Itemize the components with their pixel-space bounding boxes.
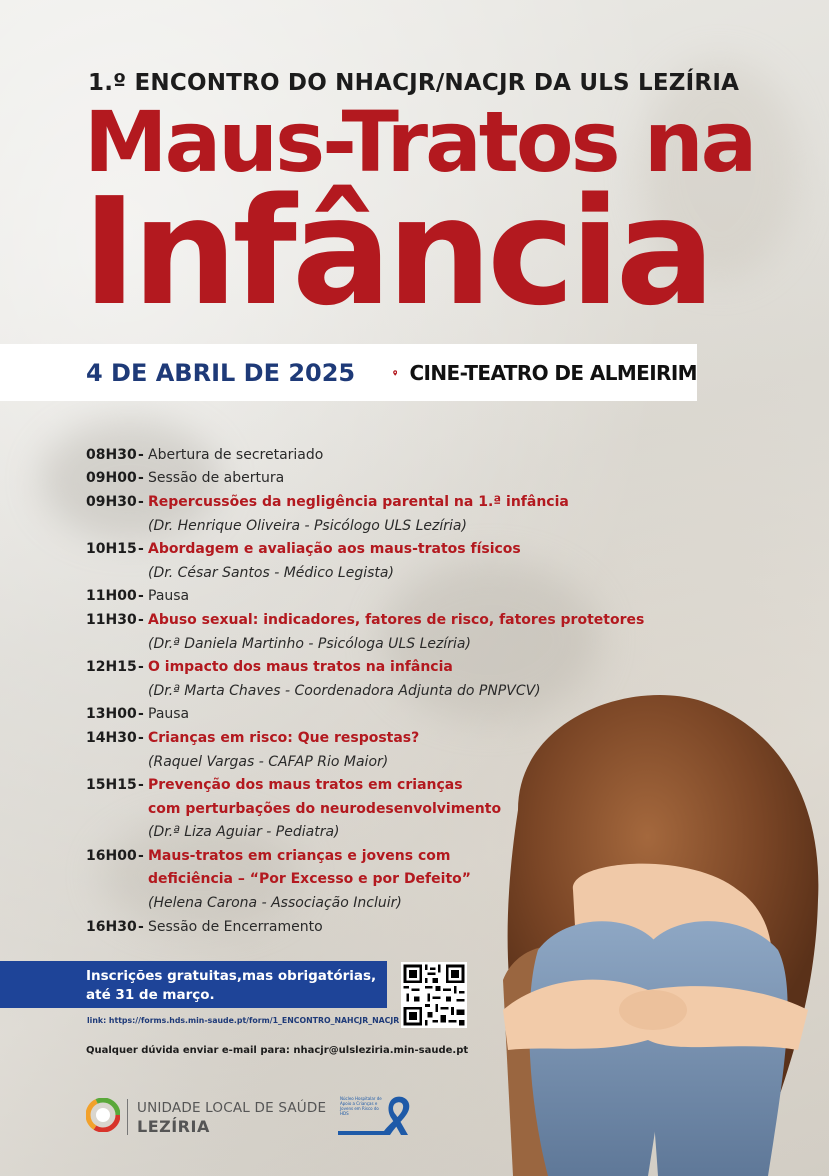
schedule-topic: Abuso sexual: indicadores, fatores de risco, fatores protetores [148,611,645,628]
schedule-separator: - [138,470,144,487]
schedule-time: 14H30 [86,729,137,746]
poster-title-line1: Maus-Tratos na [84,93,755,191]
schedule-speaker: (Dr.ª Marta Chaves - Coordenadora Adjunta do PNPVCV) [148,682,541,699]
schedule-separator: - [138,918,144,935]
schedule-line [86,443,646,467]
schedule-time: 10H15 [86,541,137,558]
schedule-time: 16H00 [86,847,137,864]
registration-line2: até 31 de março. [86,987,215,1003]
schedule-line [86,561,646,585]
schedule-topic: Pausa [148,588,190,605]
schedule-separator: - [138,493,144,510]
schedule-time: 11H30 [86,611,137,628]
logo-divider [127,1099,128,1135]
schedule-topic: Crianças em risco: Que respostas? [148,729,420,746]
schedule-topic: Abordagem e avaliação aos maus-tratos físicos [148,541,521,558]
schedule-line [86,467,646,491]
schedule-separator: - [138,847,144,864]
schedule-speaker: (Helena Carona - Associação Incluir) [148,895,402,912]
schedule-speaker: (Dr. Henrique Oliveira - Psicólogo ULS Lezíria) [148,517,467,534]
schedule-separator: - [138,446,144,463]
schedule-separator: - [138,729,144,746]
schedule-time: 16H30 [86,918,137,935]
schedule-line [86,632,646,656]
schedule-speaker: (Dr.ª Daniela Martinho - Psicóloga ULS Lezíria) [148,635,471,652]
schedule-topic: deficiência – “Por Excesso e por Defeito” [148,871,471,888]
event-venue: CINE-TEATRO DE ALMEIRIM [409,360,697,385]
schedule-speaker: (Dr.ª Liza Aguiar - Pediatra) [148,824,340,841]
schedule-line [86,514,646,538]
event-date: 4 DE ABRIL DE 2025 [86,358,356,387]
schedule-line [86,490,646,514]
schedule-topic: Abertura de secretariado [148,446,324,463]
poster-title-line2: Infância [82,166,711,338]
nhacjr-logo-text: Núcleo Hospitalar de Apoio a Crianças e Jovens em Risco do HDS [340,1096,382,1116]
schedule-line [86,608,646,632]
qr-code-icon[interactable] [401,962,467,1028]
schedule-line [86,537,646,561]
location-pin-icon [393,353,397,393]
schedule-topic: O impacto dos maus tratos na infância [148,659,453,676]
schedule-time: 09H30 [86,493,137,510]
schedule-separator: - [138,611,144,628]
date-venue-band [0,344,697,401]
schedule-topic: Sessão de abertura [148,470,285,487]
uls-logo-icon [86,1098,120,1132]
schedule-topic: Maus-tratos em crianças e jovens com [148,847,451,864]
uls-name-line2: LEZÍRIA [137,1117,210,1136]
schedule-separator: - [138,777,144,794]
contact-email[interactable]: Qualquer dúvida enviar e-mail para: nhacjr@ulsleziria.min-saude.pt [86,1045,469,1056]
schedule-speaker: (Raquel Vargas - CAFAP Rio Maior) [148,753,389,770]
event-subtitle: 1.º ENCONTRO DO NHACJR/NACJR DA ULS LEZÍRIA [88,70,740,96]
schedule-time: 11H00 [86,588,137,605]
registration-line1: Inscrições gratuitas,mas obrigatórias, [86,968,377,984]
schedule-line [86,585,646,609]
uls-name-line1: UNIDADE LOCAL DE SAÚDE [137,1100,327,1116]
child-hugging-knees-photo [478,680,829,1176]
schedule-topic: Prevenção dos maus tratos em crianças [148,777,463,794]
schedule-separator: - [138,588,144,605]
schedule-line [86,655,646,679]
schedule-topic: com perturbações do neurodesenvolvimento [148,800,502,817]
schedule-separator: - [138,541,144,558]
registration-band [0,961,387,1008]
schedule-time: 08H30 [86,446,137,463]
registration-link[interactable]: link: https://forms.hds.min-saude.pt/form/1_ENCONTRO_NAHCJR_NACJR [87,1016,400,1025]
schedule-topic: Sessão de Encerramento [148,918,323,935]
schedule-speaker: (Dr. César Santos - Médico Legista) [148,564,394,581]
schedule-topic: Pausa [148,706,190,723]
schedule-time: 13H00 [86,706,137,723]
schedule-topic: Repercussões da negligência parental na 1.ª infância [148,493,569,510]
schedule-time: 09H00 [86,470,137,487]
schedule-time: 12H15 [86,659,137,676]
schedule-separator: - [138,659,144,676]
schedule-separator: - [138,706,144,723]
schedule-time: 15H15 [86,777,137,794]
